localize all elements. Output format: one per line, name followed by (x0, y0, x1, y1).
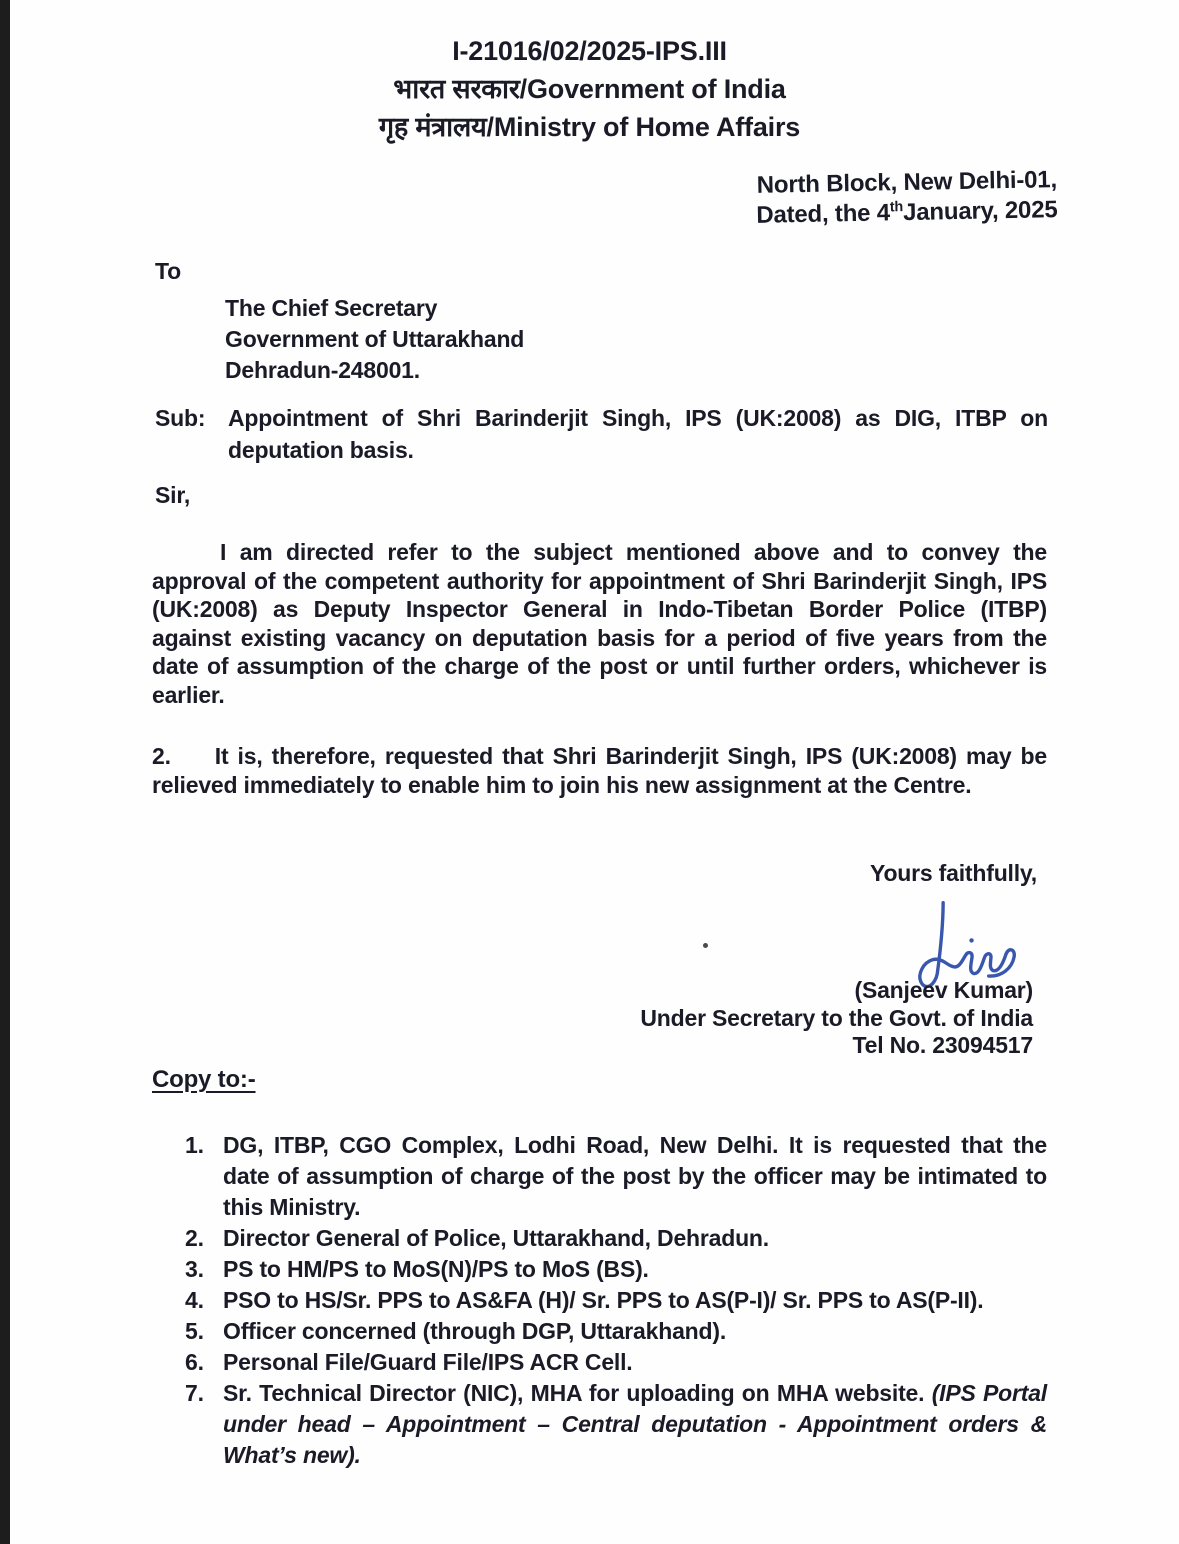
copy-to-item-7 (185, 1378, 1047, 1471)
stray-ink-dot (703, 943, 708, 948)
item-number: 3. (185, 1256, 204, 1282)
item-text-italic: (IPS Portal under head – Appointment – Central deputation - Appointment orders & What’s new). (223, 1380, 1047, 1468)
item-number: 2. (185, 1225, 204, 1251)
item-text-regular: Sr. Technical Director (NIC), MHA for uploading on MHA website. (223, 1380, 925, 1406)
date-ordinal-suffix: th (889, 199, 903, 216)
item-number: 1. (185, 1132, 204, 1158)
item-text: Officer concerned (through DGP, Uttarakhand). (223, 1318, 727, 1344)
paragraph-2-text: It is, therefore, requested that Shri Barinderjit Singh, IPS (UK:2008) may be relieved immediately to enable him to join his new assignment at the Centre. (152, 743, 1047, 798)
copy-to-item-2 (185, 1223, 1047, 1254)
file-reference-number: I-21016/02/2025-IPS.III (452, 36, 727, 66)
place-line: North Block, New Delhi-01, (756, 166, 1057, 199)
paragraph-2-number: 2. (152, 743, 171, 769)
scan-edge-strip (0, 0, 10, 1544)
item-text: PSO to HS/Sr. PPS to AS&FA (H)/ Sr. PPS to AS(P-I)/ Sr. PPS to AS(P-II). (223, 1287, 984, 1313)
item-text: DG, ITBP, CGO Complex, Lodhi Road, New Delhi. It is requested that the date of assumption of charge of the post by the officer may be intimated to this Ministry. (223, 1132, 1047, 1220)
subject-row (155, 402, 1048, 466)
item-number: 6. (185, 1349, 204, 1375)
government-of-india-line: भारत सरकार/Government of India (393, 74, 786, 104)
item-text (223, 1378, 1047, 1471)
signatory-block (640, 977, 1033, 1060)
item-number: 4. (185, 1287, 204, 1313)
copy-to-item-6 (185, 1347, 1047, 1378)
copy-to-item-1 (185, 1130, 1047, 1223)
salutation: Sir, (155, 482, 191, 508)
recipient-address (225, 293, 524, 386)
item-text: Personal File/Guard File/IPS ACR Cell. (223, 1349, 633, 1375)
copy-to-item-3 (185, 1254, 1047, 1285)
item-text: Director General of Police, Uttarakhand, Dehradun. (223, 1225, 769, 1251)
item-number: 7. (185, 1380, 204, 1406)
address-line-1: The Chief Secretary (225, 295, 438, 321)
item-text: PS to HM/PS to MoS(N)/PS to MoS (BS). (223, 1256, 649, 1282)
date-suffix: January, 2025 (902, 196, 1058, 227)
signatory-name: (Sanjeev Kumar) (854, 977, 1033, 1003)
date-prefix: Dated, the 4 (755, 199, 890, 229)
subject-label: Sub: (155, 405, 206, 431)
letterhead (0, 32, 1179, 146)
item-number: 5. (185, 1318, 204, 1344)
place-date-block (755, 165, 1057, 231)
body-paragraph-1: I am directed refer to the subject mentioned above and to convey the approval of the competent authority for appointment of Shri Barinderjit Singh, IPS (UK:2008) as Deputy Inspector General in Indo-Tibetan Border Police (ITBP) against existing vacancy on deputation basis for a period of five years from the date of assumption of the charge of the post or until further orders, whichever is earlier. (152, 539, 1047, 708)
closing-valediction: Yours faithfully, (870, 860, 1037, 886)
address-line-2: Government of Uttarakhand (225, 326, 525, 352)
signatory-telephone: Tel No. 23094517 (852, 1032, 1033, 1058)
subject-text: Appointment of Shri Barinderjit Singh, IPS (UK:2008) as DIG, ITBP on deputation basis. (228, 405, 1048, 463)
body-paragraph-2 (152, 742, 1047, 799)
copy-to-list (185, 1130, 1047, 1471)
to-label: To (155, 258, 181, 284)
ministry-line: गृह मंत्रालय/Ministry of Home Affairs (378, 112, 801, 142)
copy-to-item-4 (185, 1285, 1047, 1316)
date-line (756, 195, 1058, 231)
copy-to-item-5 (185, 1316, 1047, 1347)
address-line-3: Dehradun-248001. (225, 357, 420, 383)
copy-to-heading: Copy to:- (152, 1066, 256, 1093)
signatory-designation: Under Secretary to the Govt. of India (640, 1004, 1033, 1031)
